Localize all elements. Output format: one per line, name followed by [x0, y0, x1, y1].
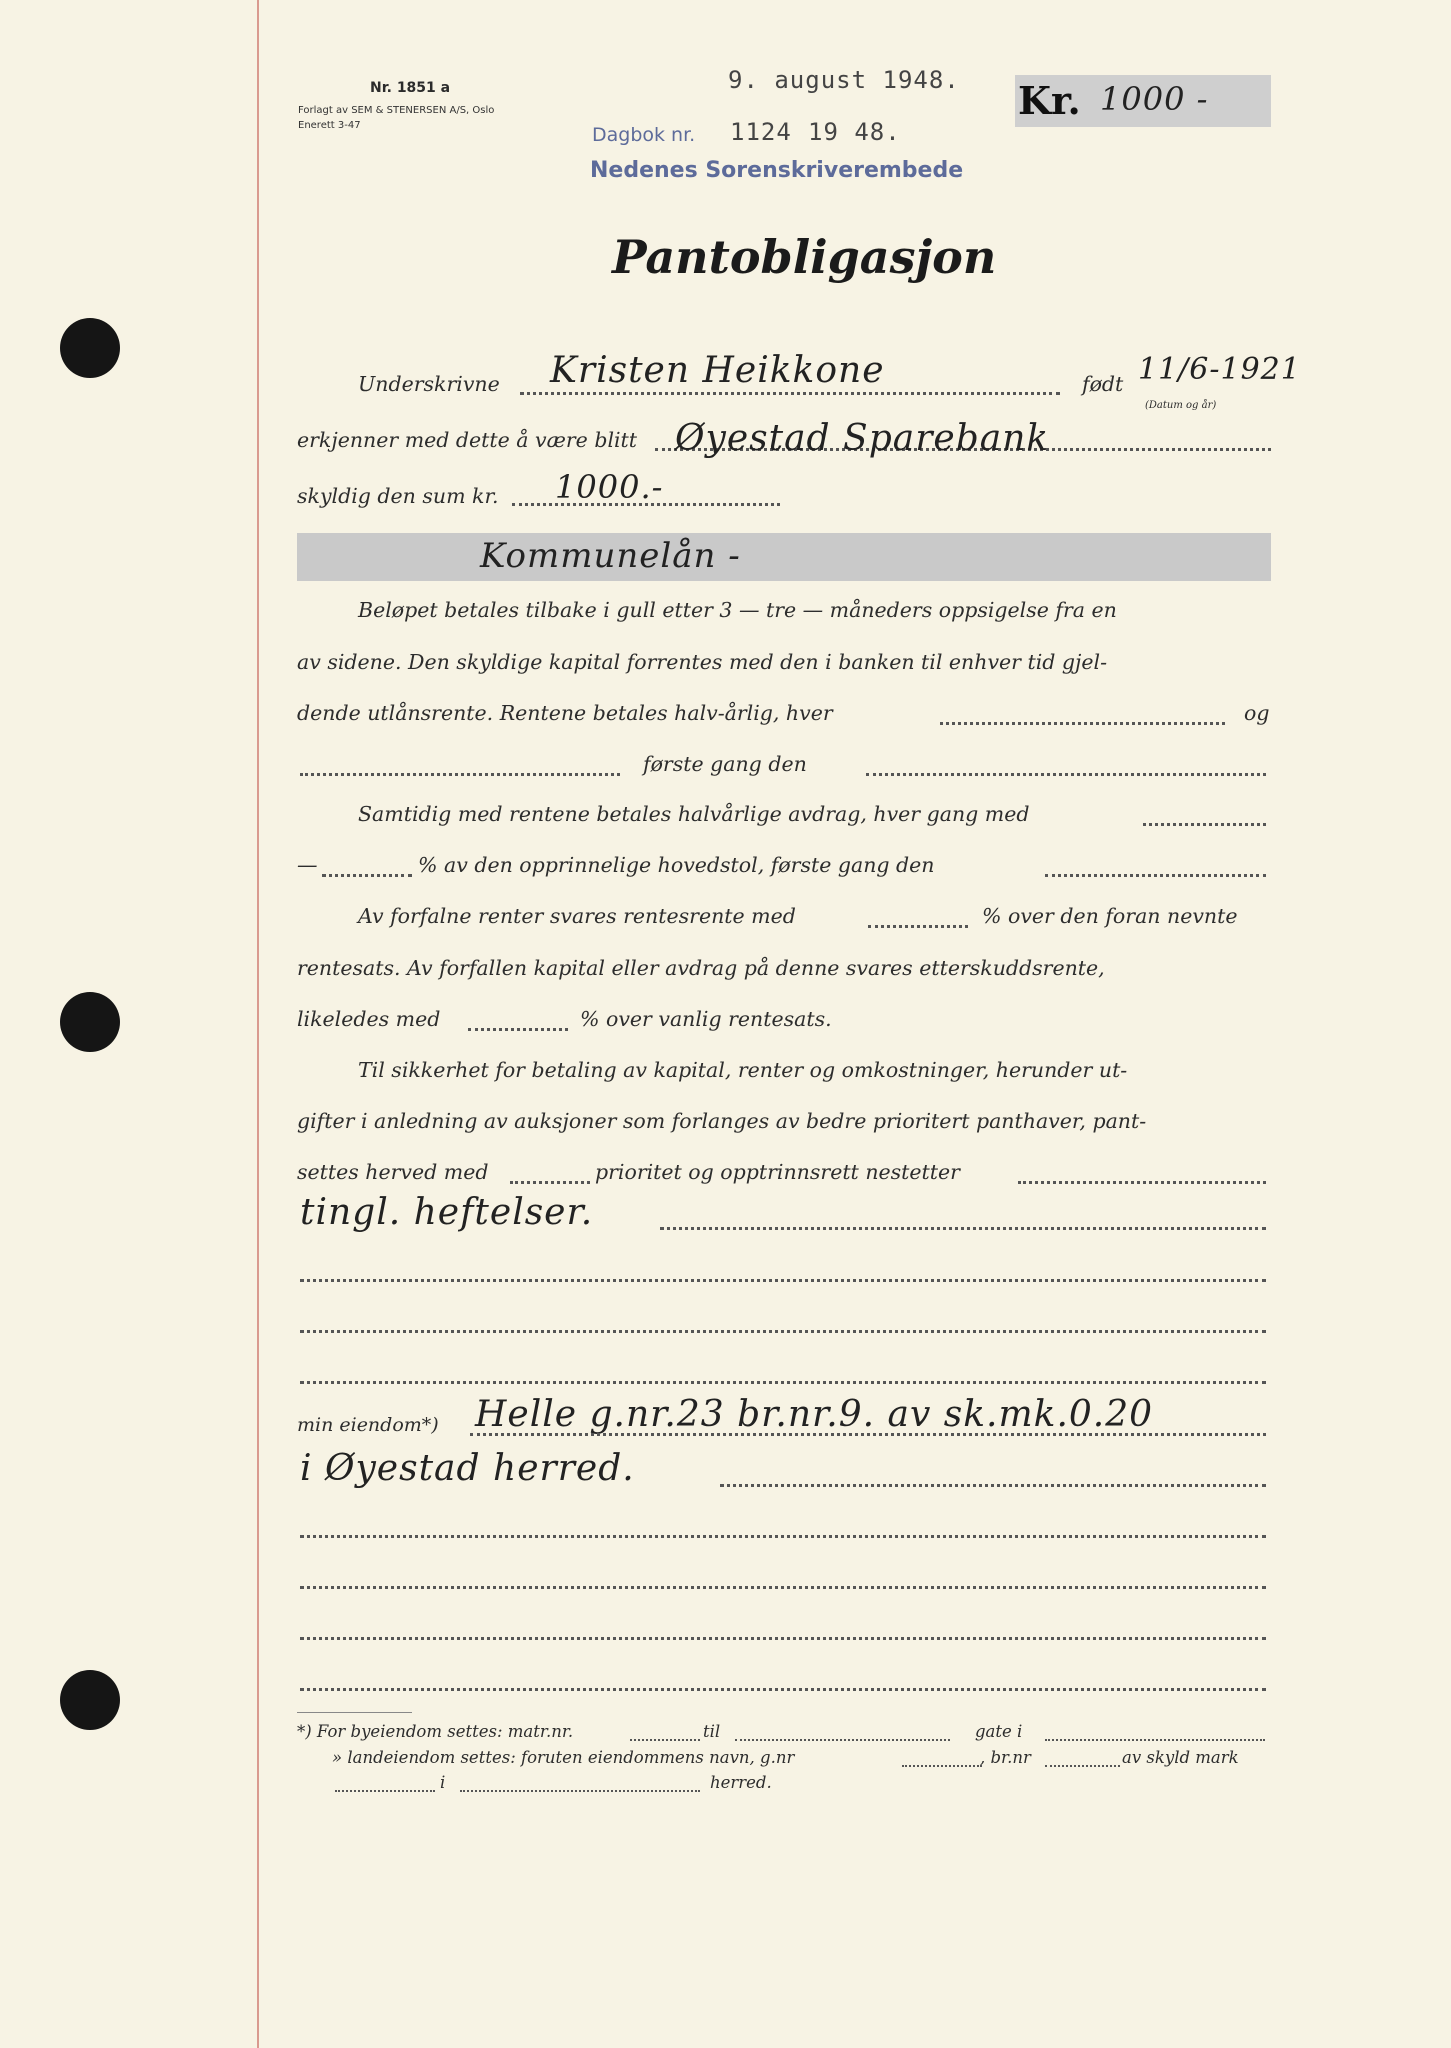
- fill-line: [300, 1586, 1266, 1589]
- fill-line: [940, 722, 1225, 725]
- body-line: Til sikkerhet for betaling av kapital, renter og omkostninger, herunder ut-: [358, 1058, 1128, 1082]
- fill-line: [335, 1790, 435, 1792]
- creditor-value: Øyestad Sparebank: [675, 418, 1050, 459]
- body-line: % av den opprinnelige hovedstol, første gang den: [418, 853, 935, 877]
- fill-line: [1045, 1765, 1120, 1767]
- body-line: settes herved med: [297, 1160, 489, 1184]
- fill-line: [1045, 874, 1266, 877]
- fill-line: [300, 1381, 1266, 1384]
- footnote-line: av skyld mark: [1122, 1748, 1239, 1767]
- body-line: første gang den: [643, 752, 807, 776]
- dagbok-year: 19 48.: [808, 118, 901, 146]
- sum-value: 1000.-: [555, 468, 664, 506]
- publisher-line: Forlagt av SEM & STENERSEN A/S, Oslo: [298, 105, 495, 116]
- fill-line: [1143, 823, 1266, 826]
- fill-line: [868, 925, 968, 928]
- body-line: likeledes med: [297, 1007, 441, 1031]
- fill-line: [460, 1790, 700, 1792]
- prior-value: tingl. heftelser.: [300, 1192, 594, 1233]
- punch-hole: [60, 318, 120, 378]
- erkjenner-label: erkjenner med dette å være blitt: [297, 428, 638, 452]
- underskrivne-label: Underskrivne: [358, 372, 500, 396]
- fill-line: [468, 1028, 568, 1031]
- fill-line: [660, 1227, 1266, 1230]
- fill-line: [300, 1688, 1266, 1691]
- loan-type: Kommunelån -: [480, 536, 741, 576]
- fill-line: [866, 773, 1266, 776]
- fill-line: [520, 392, 1060, 395]
- body-line: gifter i anledning av auksjoner som forlanges av bedre prioritert panthaver, pant-: [297, 1109, 1147, 1133]
- kr-label: Kr.: [1018, 78, 1081, 123]
- office-stamp: Nedenes Sorenskriverembede: [590, 158, 964, 183]
- datum-note: (Datum og år): [1145, 400, 1217, 411]
- fill-line: [720, 1484, 1266, 1487]
- fill-line: [1045, 1739, 1265, 1741]
- dagbok-label: Dagbok nr.: [592, 124, 696, 146]
- body-line: prioritet og opptrinnsrett nestetter: [595, 1160, 960, 1184]
- body-line: % over vanlig rentesats.: [580, 1007, 832, 1031]
- footnote-line: gate i: [975, 1722, 1023, 1741]
- eiendom-label: min eiendom*): [297, 1414, 439, 1436]
- body-line: av sidene. Den skyldige kapital forrentes med den i banken til enhver tid gjel-: [297, 650, 1108, 674]
- fill-line: [735, 1739, 950, 1741]
- document-date: 9. august 1948.: [728, 66, 960, 94]
- body-line: dende utlånsrente. Rentene betales halv-årlig, hver: [297, 701, 833, 725]
- eiendom-value: i Øyestad herred.: [300, 1448, 635, 1489]
- punch-hole: [60, 992, 120, 1052]
- footnote-line: i: [440, 1773, 446, 1792]
- body-line: % over den foran nevnte: [982, 904, 1238, 928]
- fill-line: [470, 1433, 1266, 1436]
- body-line: —: [297, 853, 318, 877]
- footnote-rule: [297, 1712, 412, 1713]
- footnote-line: til: [703, 1722, 721, 1741]
- body-line: og: [1244, 701, 1270, 725]
- footnote-line: » landeiendom settes: foruten eiendommens navn, g.nr: [332, 1748, 795, 1767]
- fill-line: [300, 1279, 1266, 1282]
- eiendom-value: Helle g.nr.23 br.nr.9. av sk.mk.0.20: [475, 1394, 1154, 1435]
- form-number: Nr. 1851 a: [370, 80, 451, 96]
- fill-line: [300, 773, 620, 776]
- fill-line: [630, 1739, 700, 1741]
- publisher-line: Enerett 3-47: [298, 120, 361, 131]
- margin-line: [257, 0, 259, 2048]
- fill-line: [300, 1637, 1266, 1640]
- body-line: Samtidig med rentene betales halvårlige avdrag, hver gang med: [358, 802, 1030, 826]
- fodt-label: født: [1082, 372, 1124, 396]
- page-title: Pantobligasjon: [612, 230, 997, 284]
- kr-amount: 1000 -: [1100, 80, 1209, 118]
- dagbok-number: 1124: [730, 118, 792, 146]
- footnote-line: , br.nr: [980, 1748, 1031, 1767]
- underskrivne-value: Kristen Heikkone: [550, 350, 885, 391]
- fill-line: [300, 1535, 1266, 1538]
- footnote-line: herred.: [710, 1773, 772, 1792]
- footnote-line: *) For byeiendom settes: matr.nr.: [297, 1722, 574, 1741]
- body-line: rentesats. Av forfallen kapital eller avdrag på denne svares etterskuddsrente,: [297, 956, 1105, 980]
- body-line: Av forfalne renter svares rentesrente med: [358, 904, 796, 928]
- punch-hole: [60, 1670, 120, 1730]
- fill-line: [510, 1181, 590, 1184]
- fodt-value: 11/6-1921: [1138, 352, 1301, 387]
- body-line: Beløpet betales tilbake i gull etter 3 — tre — måneders oppsigelse fra en: [358, 598, 1117, 622]
- fill-line: [322, 874, 412, 877]
- fill-line: [300, 1330, 1266, 1333]
- skyldig-label: skyldig den sum kr.: [297, 484, 499, 508]
- loan-type-band: [297, 533, 1271, 581]
- fill-line: [902, 1765, 982, 1767]
- fill-line: [1018, 1181, 1266, 1184]
